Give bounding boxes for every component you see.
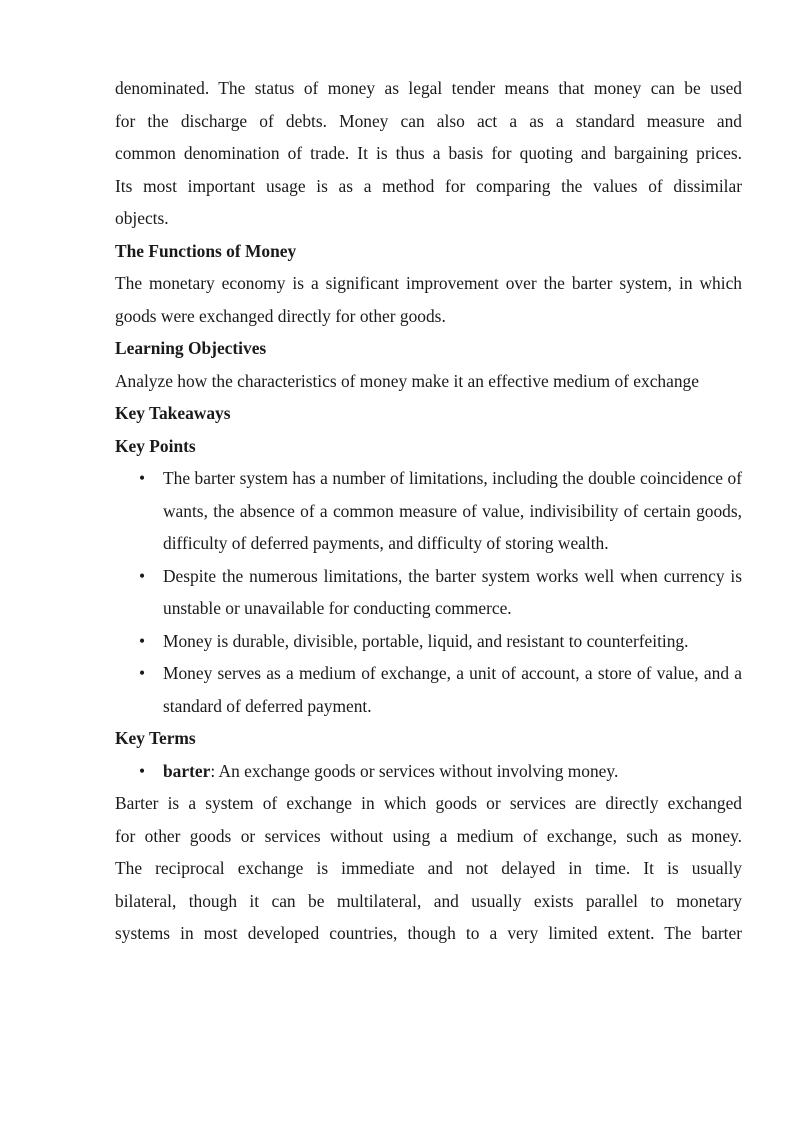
objectives-heading: Learning Objectives [115,338,267,358]
list-item [139,625,742,658]
key-terms-list [115,755,742,788]
barter-line: for other goods or services without using a medium of exchange, such as money. [115,825,742,846]
list-item [139,462,742,560]
key-points-list [115,462,742,722]
page-content [115,72,742,950]
term-definition: : An exchange goods or services without involving money. [210,760,619,781]
key-point-text: The barter system has a number of limitations, including the double coincidence of wants, the absence of a common measure of value, indivisibility of certain goods, difficulty of deferred payments, and difficulty of storing wealth. [163,468,742,553]
barter-paragraph [115,787,742,950]
intro-paragraph [115,72,742,235]
barter-line: bilateral, though it can be multilateral, and usually exists parallel to monetary [115,890,742,911]
bullet-icon: • [139,565,146,586]
intro-line: denominated. The status of money as legal tender means that money can be used [115,78,742,98]
functions-paragraph: The monetary economy is a significant improvement over the barter system, in which goods were exchanged directly for other goods. [115,273,742,326]
key-point-text: Despite the numerous limitations, the barter system works well when currency is unstable or unavailable for conducting commerce. [163,565,742,618]
functions-heading: The Functions of Money [115,240,297,261]
list-item [139,755,742,788]
bullet-icon: • [139,630,146,651]
key-point-text: Money is durable, divisible, portable, liquid, and resistant to counterfeiting. [163,630,689,651]
barter-line: The reciprocal exchange is immediate and not delayed in time. It is usually [115,858,742,878]
barter-line: systems in most developed countries, though to a very limited extent. The barter [115,923,742,943]
intro-line: Its most important usage is as a method for comparing the values of dissimilar [115,175,742,196]
intro-line: for the discharge of debts. Money can also act a as a standard measure and [115,110,742,131]
objectives-paragraph: Analyze how the characteristics of money make it an effective medium of exchange [115,370,699,391]
key-points-heading: Key Points [115,435,196,456]
bullet-icon: • [139,468,146,488]
bullet-icon: • [139,663,146,683]
barter-line: Barter is a system of exchange in which goods or services are directly exchanged [115,793,742,813]
key-point-text: Money serves as a medium of exchange, a unit of account, a store of value, and a standard of deferred payment. [163,663,742,716]
key-terms-heading: Key Terms [115,728,196,748]
list-item [139,657,742,722]
takeaways-heading: Key Takeaways [115,403,231,423]
intro-line: common denomination of trade. It is thus a basis for quoting and bargaining prices. [115,143,742,163]
bullet-icon: • [139,760,146,781]
intro-line: objects. [115,208,169,228]
term-name: barter [163,760,211,781]
list-item [139,560,742,625]
